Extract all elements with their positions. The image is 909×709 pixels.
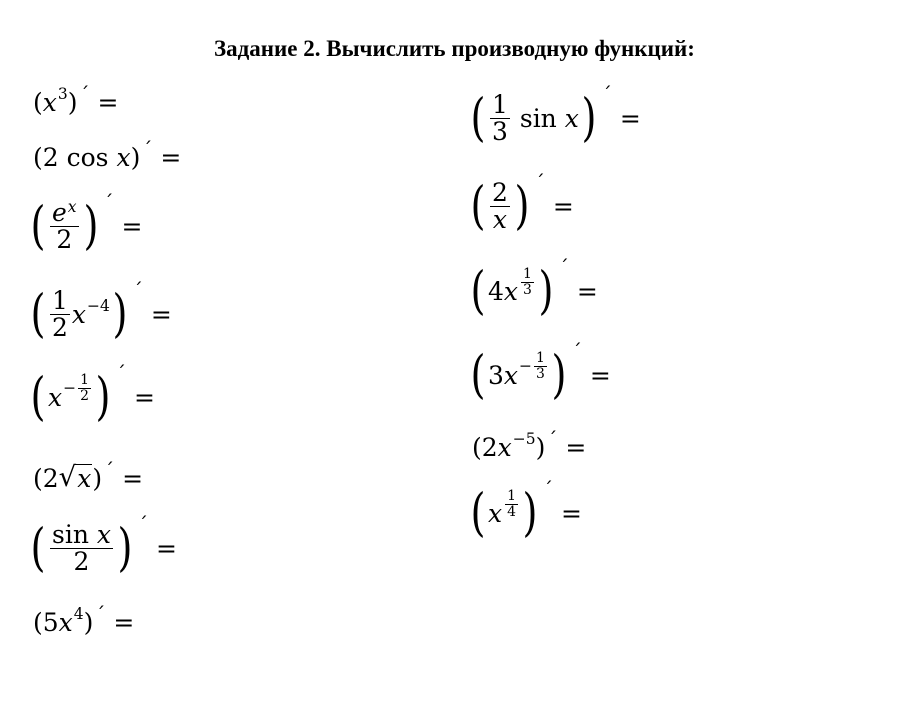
- expr-2: ( 2 cos x ) ´ =: [33, 136, 182, 172]
- expr-10: ( $\frac{2}{x}$ ) ´ =: [470, 169, 574, 237]
- expr-8: ( 5 x 4 ) ´ =: [33, 601, 135, 637]
- expr-13: ( 2 x −5 ) ´ =: [472, 426, 587, 462]
- page-title: Задание 2. Вычислить производную функций:: [214, 36, 695, 61]
- expr-6: ( 2 √ x ) ´ =: [33, 457, 144, 494]
- expr-12: ( 3 x − $\frac{1}{3}$ ) ´ =: [470, 338, 611, 405]
- expr-14: ( x $\frac{1}{4}$ ) ´ =: [470, 476, 582, 543]
- expr-7: ( $\frac{\text{sin x}}{2}$ ) ´ =: [30, 511, 177, 579]
- expr-4: ( $\frac{1}{2}$ x −4 ) ´ =: [30, 277, 172, 345]
- expr-11: ( 4 x $\frac{1}{3}$ ) ´ =: [470, 254, 598, 321]
- expr-1: ( x 3 ) ´ =: [33, 81, 119, 117]
- expr-9: ( $\frac{1}{3}$ sin x ) ´ =: [470, 81, 641, 149]
- expr-3: ( $\frac{e^x}{2}$ ) ´ =: [30, 189, 143, 257]
- expr-5: ( x − $\frac{1}{2}$ ) ´ =: [30, 360, 155, 427]
